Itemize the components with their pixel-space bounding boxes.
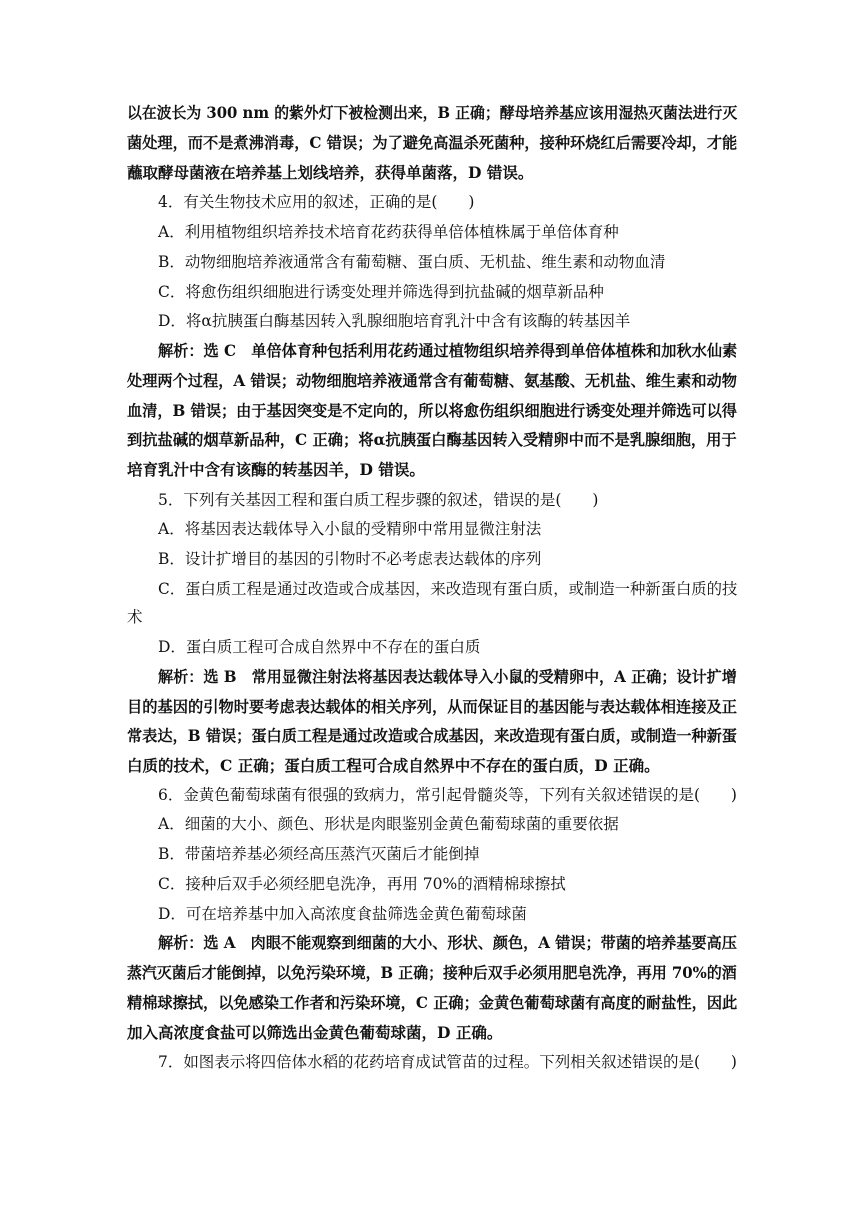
text-line: 常表达，B 错误；蛋白质工程是通过改造或合成基因，来改造现有蛋白质，或制造一种新蛋 — [127, 726, 737, 745]
text-line: 目的基因的引物时要考虑表达载体的相关序列，从而保证目的基因能与表达载体相连接及正 — [127, 697, 738, 716]
question-4-option-d: D．将α抗胰蛋白酶基因转入乳腺细胞培育乳汁中含有该酶的转基因羊 — [158, 312, 631, 330]
text-line: 蒸汽灭菌后才能倒掉，以免污染环境，B 正确；接种后双手必须用肥皂洗净，再用 70%的酒 — [127, 963, 737, 982]
question-4-explanation: 解析：选 C 单倍体育种包括利用花药通过植物组织培养得到单倍体植株和加秋水仙素 — [158, 341, 738, 360]
text-line: 加入高浓度食盐可以筛选出金黄色葡萄球菌，D 正确。 — [127, 1023, 503, 1042]
question-6-option-c: C．接种后双手必须经肥皂洗净，再用 70%的酒精棉球擦拭 — [158, 875, 566, 893]
question-5-option-b: B．设计扩增目的基因的引物时不必考虑表达载体的序列 — [158, 550, 542, 568]
text-line: 精棉球擦拭，以免感染工作者和污染环境，C 正确；金黄色葡萄球菌有高度的耐盐性，因此 — [127, 993, 738, 1012]
question-4-option-c: C．将愈伤组织细胞进行诱变处理并筛选得到抗盐碱的烟草新品种 — [158, 283, 604, 301]
question-5-option-a: A．将基因表达载体导入小鼠的受精卵中常用显微注射法 — [158, 520, 542, 538]
text-line: 以在波长为 300 nm 的紫外灯下被检测出来，B 正确；酵母培养基应该用湿热灭菌法进行灭 — [127, 103, 738, 122]
question-6-explanation: 解析：选 A 肉眼不能观察到细菌的大小、形状、颜色，A 错误；带菌的培养基要高压 — [158, 933, 737, 952]
question-6-option-b: B．带菌培养基必须经高压蒸汽灭菌后才能倒掉 — [158, 845, 480, 863]
text-line: 白质的技术，C 正确；蛋白质工程可合成自然界中不存在的蛋白质，D 正确。 — [127, 756, 660, 775]
text-line: 到抗盐碱的烟草新品种，C 正确；将α抗胰蛋白酶基因转入受精卵中而不是乳腺细胞，用于 — [127, 430, 737, 449]
question-6-option-d: D．可在培养基中加入高浓度食盐筛选金黄色葡萄球菌 — [158, 905, 527, 923]
text-line: 蘸取酵母菌液在培养基上划线培养，获得单菌落，D 错误。 — [127, 163, 534, 182]
question-4-stem: 4．有关生物技术应用的叙述，正确的是( ) — [158, 193, 475, 211]
question-6-option-a: A．细菌的大小、颜色、形状是肉眼鉴别金黄色葡萄球菌的重要依据 — [158, 815, 619, 833]
text-line: 处理两个过程，A 错误；动物细胞培养液通常含有葡萄糖、氨基酸、无机盐、维生素和动物 — [127, 371, 737, 390]
question-4-option-b: B．动物细胞培养液通常含有葡萄糖、蛋白质、无机盐、维生素和动物血清 — [158, 253, 666, 271]
text-line: 术 — [127, 608, 143, 626]
question-5-explanation: 解析：选 B 常用显微注射法将基因表达载体导入小鼠的受精卵中，A 正确；设计扩增 — [158, 667, 737, 686]
question-4-option-a: A．利用植物组织培养技术培育花药获得单倍体植株属于单倍体育种 — [158, 223, 619, 241]
question-5-option-c: C．蛋白质工程是通过改造或合成基因，来改造现有蛋白质，或制造一种新蛋白质的技 — [158, 580, 738, 598]
question-5-option-d: D．蛋白质工程可合成自然界中不存在的蛋白质 — [158, 638, 481, 656]
question-6-stem: 6．金黄色葡萄球菌有很强的致病力，常引起骨髓炎等，下列有关叙述错误的是( ) — [158, 786, 737, 804]
question-7-stem: 7．如图表示将四倍体水稻的花药培育成试管苗的过程。下列相关叙述错误的是( ) — [158, 1053, 737, 1071]
text-line: 培育乳汁中含有该酶的转基因羊，D 错误。 — [127, 460, 425, 479]
text-line: 菌处理，而不是煮沸消毒，C 错误；为了避免高温杀死菌种，接种环烧红后需要冷却，才能 — [127, 133, 738, 152]
question-5-stem: 5．下列有关基因工程和蛋白质工程步骤的叙述，错误的是( ) — [158, 491, 599, 509]
text-line: 血清，B 错误；由于基因突变是不定向的，所以将愈伤组织细胞进行诱变处理并筛选可以得 — [127, 401, 737, 420]
